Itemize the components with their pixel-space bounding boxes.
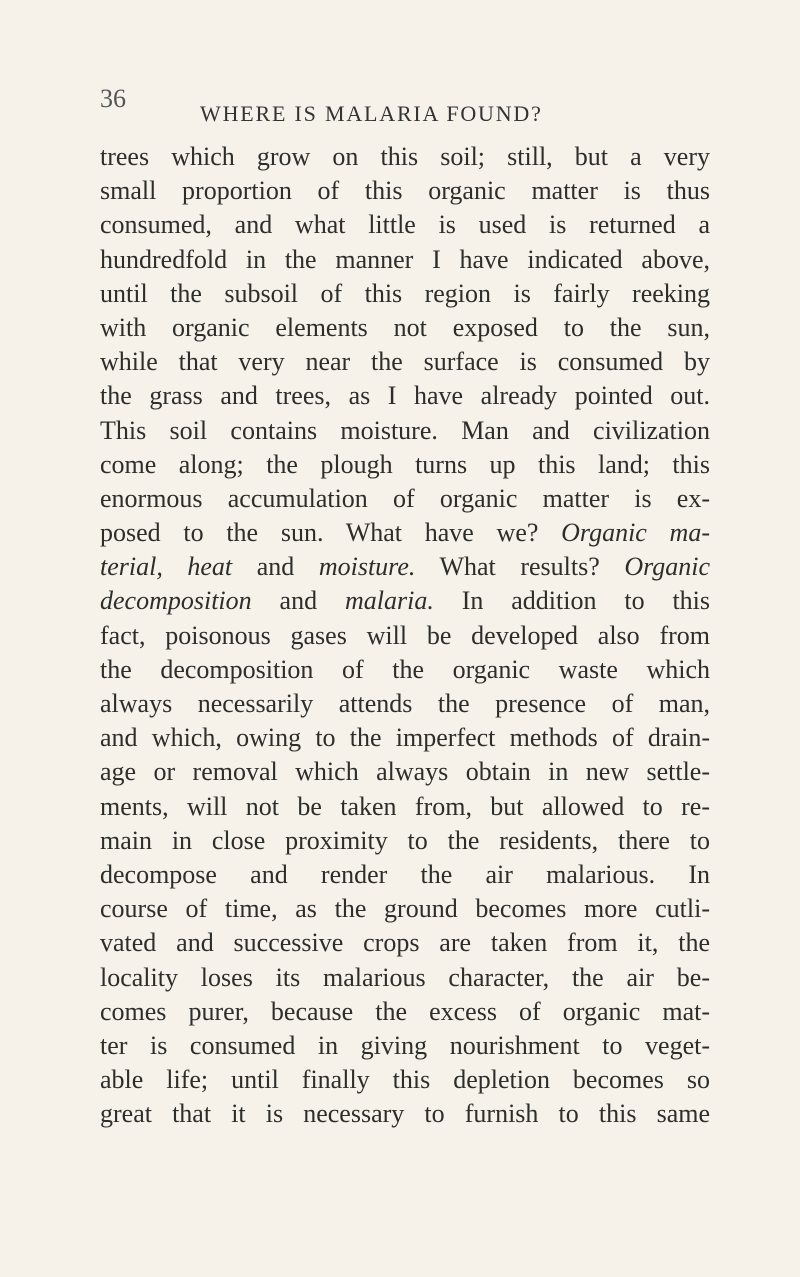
text-line: ments, will not be taken from, but allowed to re- (100, 791, 710, 821)
text-line: decompose and render the air malarious. In (100, 859, 710, 889)
text-line: This soil contains moisture. Man and civilization (100, 415, 710, 445)
italic-phrase: malaria. (344, 586, 434, 616)
text-line: locality loses its malarious character, the air be- (100, 962, 710, 992)
text-segment: posed to the sun. What have we? (100, 518, 539, 548)
text-line-with-italics (100, 550, 710, 584)
text-line: age or removal which always obtain in new settle- (100, 757, 710, 787)
text-line: comes purer, because the excess of organic mat- (100, 996, 710, 1026)
italic-phrase: moisture. (318, 552, 416, 582)
text-line: always necessarily attends the presence of man, (100, 689, 710, 718)
text-line-with-italics (100, 516, 710, 550)
text-line: course of time, as the ground becomes more cutli- (100, 894, 710, 924)
text-line: while that very near the surface is consumed by (100, 347, 710, 377)
text-line: and which, owing to the imperfect methods of drain- (100, 723, 710, 753)
page-number: 36 (100, 84, 126, 113)
text-line: trees which grow on this soil; still, but a very (100, 142, 710, 171)
text-line: with organic elements not exposed to the sun, (100, 312, 710, 342)
text-line: come along; the plough turns up this land; this (100, 449, 710, 479)
text-segment: What results? (439, 552, 600, 582)
text-line: great that it is necessary to furnish to this same (100, 1099, 710, 1129)
italic-phrase: Organic (624, 552, 711, 582)
text-line: the decomposition of the organic waste which (100, 654, 710, 684)
italic-phrase: decomposition (100, 586, 252, 616)
text-line: able life; until finally this depletion becomes so (100, 1065, 710, 1095)
italic-phrase: terial, heat (100, 552, 233, 582)
text-line: hundredfold in the manner I have indicated above, (100, 244, 710, 274)
text-line: consumed, and what little is used is returned a (100, 210, 710, 240)
running-head: WHERE IS MALARIA FOUND? (200, 101, 543, 126)
text-segment: and (256, 552, 295, 582)
text-line: fact, poisonous gases will be developed also from (100, 620, 710, 650)
text-line: small proportion of this organic matter is thus (100, 176, 710, 206)
text-segment: and (279, 586, 318, 616)
text-line-with-italics (100, 584, 710, 618)
text-segment: In addition to this (461, 586, 711, 616)
body-text (100, 140, 710, 1131)
text-line: ter is consumed in giving nourishment to veget- (100, 1030, 710, 1060)
text-line: main in close proximity to the residents, there to (100, 825, 710, 855)
text-line: the grass and trees, as I have already pointed out. (100, 381, 710, 411)
italic-phrase: Organic ma- (561, 518, 710, 548)
text-line: enormous accumulation of organic matter is ex- (100, 483, 710, 513)
text-line: vated and successive crops are taken from it, the (100, 928, 710, 958)
text-line: until the subsoil of this region is fairly reeking (100, 278, 710, 308)
